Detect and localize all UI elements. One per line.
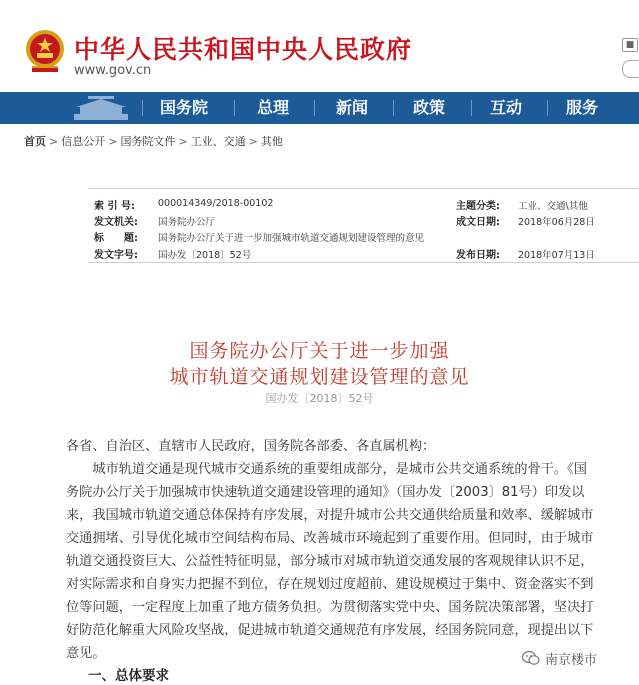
breadcrumb-separator: > [178, 135, 188, 148]
breadcrumb-info-disclosure[interactable]: 信息公开 [61, 135, 106, 148]
nav-item-premier[interactable]: 总理 [257, 98, 290, 117]
meta-index-value: 000014349/2018-00102 [158, 198, 274, 209]
body-line: 位等问题，一定程度上加重了地方债务负担。为贯彻落实党中央、国务院决策部署，坚决打 [66, 600, 594, 615]
breadcrumb-other[interactable]: 其他 [260, 135, 283, 148]
body-line: 对实际需求和自身实力把握不到位，存在规划过度超前、建设规模过于集中、资金落实不到 [66, 577, 594, 592]
breadcrumb-separator: > [248, 135, 258, 148]
body-line: 来，我国城市轨道交通总体保持有序发展，对提升城市公共交通供给质量和效率、缓解城市 [66, 508, 594, 523]
meta-title-label: 标 题: [94, 233, 138, 244]
meta-doc-no-label: 发文字号: [94, 250, 138, 261]
nav-item-policy[interactable]: 政策 [413, 98, 446, 117]
meta-written-date-label: 成文日期: [456, 217, 500, 228]
section-heading-general-requirements: 一、总体要求 [88, 668, 169, 684]
watermark-text: 南京楼市 [545, 652, 598, 668]
nav-item-news[interactable]: 新闻 [336, 98, 369, 117]
breadcrumb-home[interactable]: 首页 [24, 135, 46, 148]
document-title-line-1: 国务院办公厅关于进一步加强 [189, 340, 450, 362]
nav-divider [234, 100, 235, 116]
nav-divider [142, 100, 143, 116]
nav-item-interaction[interactable]: 互动 [490, 98, 523, 117]
body-line: 务院办公厅关于加强城市快速轨道交通建设管理的通知》（国办发〔2003〕81号）印发以 [66, 485, 585, 500]
body-line: 轨道交通投资巨大、公益性特征明显，部分城市对城市轨道交通发展的客观规律认识不足， [66, 554, 594, 569]
main-nav [0, 92, 639, 124]
meta-category-value: 工业、交通\其他 [518, 201, 588, 212]
body-salutation: 各省、自治区、直辖市人民政府，国务院各部委、各直属机构： [66, 439, 436, 454]
breadcrumb [24, 133, 283, 149]
breadcrumb-state-council-docs[interactable]: 国务院文件 [120, 135, 176, 148]
document-title-line-2: 城市轨道交通规划建设管理的意见 [169, 366, 470, 388]
wechat-icon [522, 650, 540, 666]
meta-category-label: 主题分类: [456, 201, 500, 212]
body-line: 意见。 [66, 646, 106, 661]
tiananmen-icon [70, 94, 132, 122]
document-number: 国办发〔2018〕52号 [265, 392, 374, 405]
body-line: 交通拥堵、引导优化城市空间结构布局、改善城市环境起到了重要作用。但同时，由于城市 [66, 531, 594, 546]
nav-divider [314, 100, 315, 116]
meta-written-date-value: 2018年06月28日 [518, 217, 595, 228]
nav-divider [471, 100, 472, 116]
breadcrumb-separator: > [108, 135, 118, 148]
breadcrumb-industry-transport[interactable]: 工业、交通 [190, 135, 246, 148]
site-url[interactable]: www.gov.cn [74, 63, 152, 78]
nav-item-services[interactable]: 服务 [566, 98, 599, 117]
body-line: 好防范化解重大风险攻坚战，促进城市轨道交通规范有序发展，经国务院同意，现提出以下 [66, 623, 594, 638]
meta-publish-date-value: 2018年07月13日 [518, 250, 595, 261]
nav-divider [393, 100, 394, 116]
meta-title-value: 国务院办公厅关于进一步加强城市轨道交通规划建设管理的意见 [158, 233, 425, 244]
meta-issuer-value: 国务院办公厅 [158, 217, 216, 228]
language-toggle-icon[interactable]: ■ [622, 38, 638, 52]
meta-index-label: 索 引 号: [94, 201, 135, 212]
meta-publish-date-label: 发布日期: [456, 250, 500, 261]
meta-divider-top [88, 188, 639, 189]
site-title[interactable]: 中华人民共和国中央人民政府 [74, 35, 413, 64]
meta-divider-bottom [88, 262, 639, 263]
body-line: 城市轨道交通是现代城市交通系统的重要组成部分，是城市公共交通系统的骨干。《国 [66, 462, 587, 477]
breadcrumb-separator: > [49, 135, 59, 148]
site-header [0, 0, 639, 92]
watermark [522, 647, 597, 669]
nav-item-state-council[interactable]: 国务院 [160, 98, 209, 117]
search-box-edge[interactable] [622, 60, 639, 78]
nav-divider [547, 100, 548, 116]
national-emblem-icon [24, 28, 66, 74]
meta-doc-no-value: 国办发〔2018〕52号 [158, 250, 252, 261]
meta-issuer-label: 发文机关: [94, 217, 138, 228]
